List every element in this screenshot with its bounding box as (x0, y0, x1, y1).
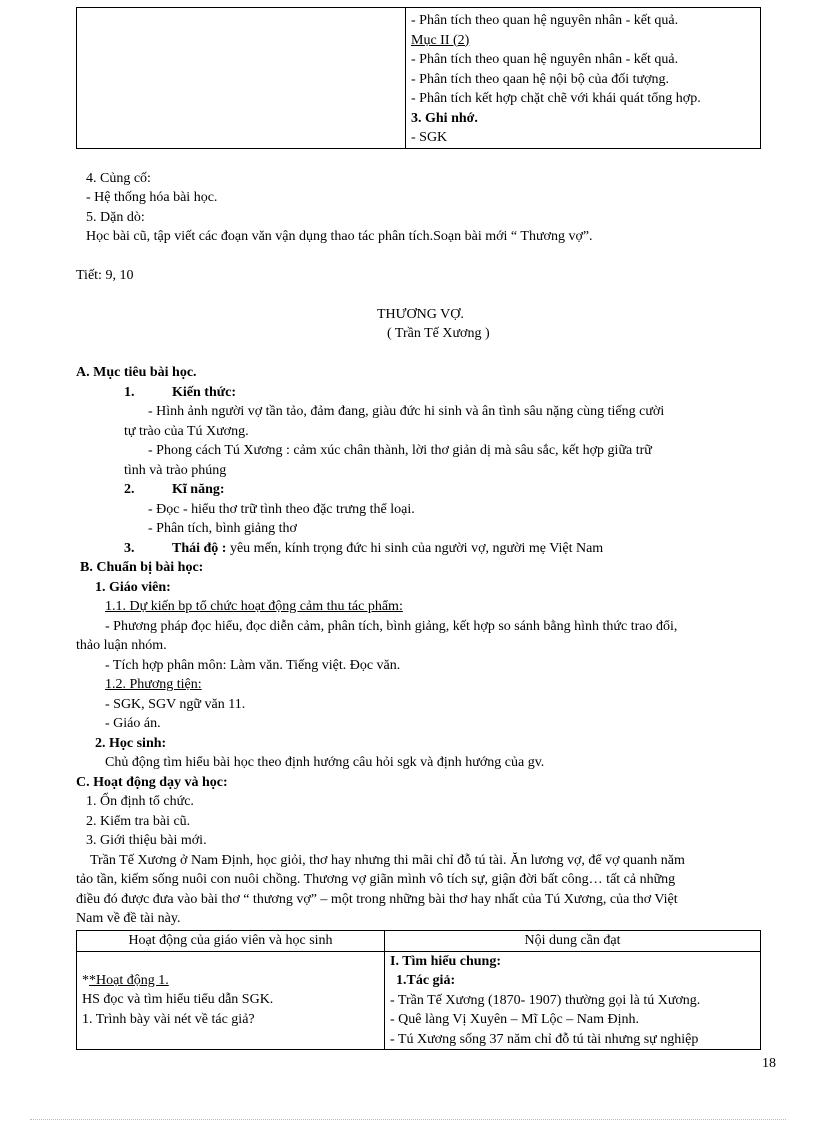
content-text: - Quê làng Vị Xuyên – Mĩ Lộc – Nam Định. (390, 1012, 639, 1027)
knowledge-text: tự trào của Tú Xương. (124, 424, 249, 439)
page-number: 18 (762, 1056, 776, 1071)
consolidation-item: - Hệ thống hóa bài học. (86, 190, 218, 205)
table-left-cell (77, 951, 385, 1050)
top-table-left-cell (77, 8, 406, 149)
content-text: - Trần Tế Xương (1870- 1907) thường gọi là tú Xương. (390, 992, 701, 1008)
homework-heading: 5. Dặn dò: (86, 210, 145, 225)
knowledge-heading: Kiến thức: (172, 385, 237, 400)
table-right-cell (385, 951, 761, 1050)
teacher-text: - SGK, SGV ngữ văn 11. (105, 697, 246, 712)
page-bottom-rule (30, 1119, 786, 1120)
skills-heading: Kĩ năng: (172, 482, 225, 497)
intro-paragraph: Nam về đề tài này. (76, 911, 181, 926)
intro-paragraph: điều đó được đưa vào bài thơ “ thương vợ” – một trong những bài thơ hay nhất của Tú Xương, của thơ Việt (76, 892, 678, 907)
top-table-line: Mục II (2) (411, 32, 470, 48)
top-table-line: - Phân tích kết hợp chặt chẽ với khái quát tổng hợp. (411, 91, 701, 106)
top-table-line: - Phân tích theo quan hệ nguyên nhân - kết quả. (411, 52, 679, 67)
content-heading: I. Tìm hiểu chung: (390, 953, 501, 969)
skills-item: - Phân tích, bình giảng thơ (148, 521, 297, 536)
section-c-heading: C. Hoạt động dạy và học: (76, 775, 228, 790)
skills-item: - Đọc - hiểu thơ trữ tình theo đặc trưng thể loại. (148, 502, 415, 517)
teacher-text: - Phương pháp đọc hiểu, đọc diễn cảm, phân tích, bình giảng, kết hợp so sánh bằng hình thức trao đổi, (105, 619, 678, 634)
activity-label: **Hoạt động 1. (82, 972, 169, 988)
activity-step: 1. Ổn định tổ chức. (86, 794, 194, 809)
activity-step: 3. Giới thiệu bài mới. (86, 833, 207, 848)
intro-paragraph: tảo tần, kiếm sống nuôi con nuôi chồng. Thương vợ giãn mình vô tích sự, giận đời bất công… tất cả những (76, 872, 676, 887)
attitude-number: 3. (124, 541, 135, 556)
knowledge-text: tình và trào phúng (124, 463, 227, 478)
poem-title: THƯƠNG VỢ. (377, 307, 464, 322)
student-text: Chủ động tìm hiểu bài học theo định hướng câu hỏi sgk và định hướng của gv. (105, 755, 545, 770)
attitude-line (172, 539, 603, 559)
consolidation-heading: 4. Củng cố: (86, 171, 151, 186)
activity-text: HS đọc và tìm hiểu tiểu dẫn SGK. (82, 992, 274, 1007)
activity-question: 1. Trình bày vài nét về tác giả? (82, 1011, 255, 1027)
teacher-text: - Giáo án. (105, 716, 161, 731)
content-subheading: 1.Tác giả: (396, 973, 456, 988)
activity-step: 2. Kiểm tra bài cũ. (86, 814, 191, 829)
student-heading: 2. Học sinh: (95, 736, 167, 751)
attitude-text: yêu mến, kính trọng đức hi sinh của người vợ, người mẹ Việt Nam (226, 541, 604, 556)
top-table-line: 3. Ghi nhớ. (411, 110, 478, 126)
top-table-line: - Phân tích theo qaan hệ nội bộ của đối tượng. (411, 71, 669, 87)
knowledge-text: - Phong cách Tú Xương : cảm xúc chân thành, lời thơ giản dị mà sâu sắc, kết hợp giữa trữ (148, 443, 652, 458)
attitude-heading: Thái độ : (172, 541, 227, 556)
teacher-text: thảo luận nhóm. (76, 638, 167, 653)
teacher-subheading: 1.2. Phương tiện: (105, 677, 202, 692)
table-header-right: Nội dung cần đạt (385, 931, 761, 952)
activity-table (76, 930, 761, 1050)
section-a-heading: A. Mục tiêu bài học. (76, 365, 197, 380)
table-header-left: Hoạt động của giáo viên và học sinh (77, 931, 385, 952)
skills-number: 2. (124, 482, 135, 497)
poem-author: ( Trần Tế Xương ) (387, 326, 490, 341)
section-b-heading: B. Chuẩn bị bài học: (80, 560, 204, 575)
top-table (76, 7, 761, 149)
teacher-subheading: 1.1. Dự kiến bp tổ chức hoạt động cảm thu tác phẩm: (105, 599, 403, 614)
top-table-line: - Phân tích theo quan hệ nguyên nhân - kết quả. (411, 13, 679, 28)
lesson-periods: Tiết: 9, 10 (76, 268, 134, 283)
knowledge-number: 1. (124, 385, 135, 400)
content-text: - Tú Xương sống 37 năm chỉ đỗ tú tài nhưng sự nghiệp (390, 1031, 699, 1047)
teacher-heading: 1. Giáo viên: (95, 580, 171, 595)
teacher-text: - Tích hợp phân môn: Làm văn. Tiếng việt. Đọc văn. (105, 658, 401, 673)
intro-paragraph: Trần Tế Xương ở Nam Định, học giỏi, thơ hay nhưng thi mãi chỉ đỗ tú tài. Ăn lương vợ, để vợ quanh năm (90, 853, 685, 868)
homework-text: Học bài cũ, tập viết các đoạn văn vận dụng thao tác phân tích.Soạn bài mới “ Thương vợ”. (86, 229, 593, 244)
top-table-line: - SGK (411, 130, 448, 145)
top-table-right-cell (406, 8, 761, 149)
knowledge-text: - Hình ảnh người vợ tần tảo, đảm đang, giàu đức hi sinh và ân tình sâu nặng cùng tiếng cười (148, 404, 665, 419)
